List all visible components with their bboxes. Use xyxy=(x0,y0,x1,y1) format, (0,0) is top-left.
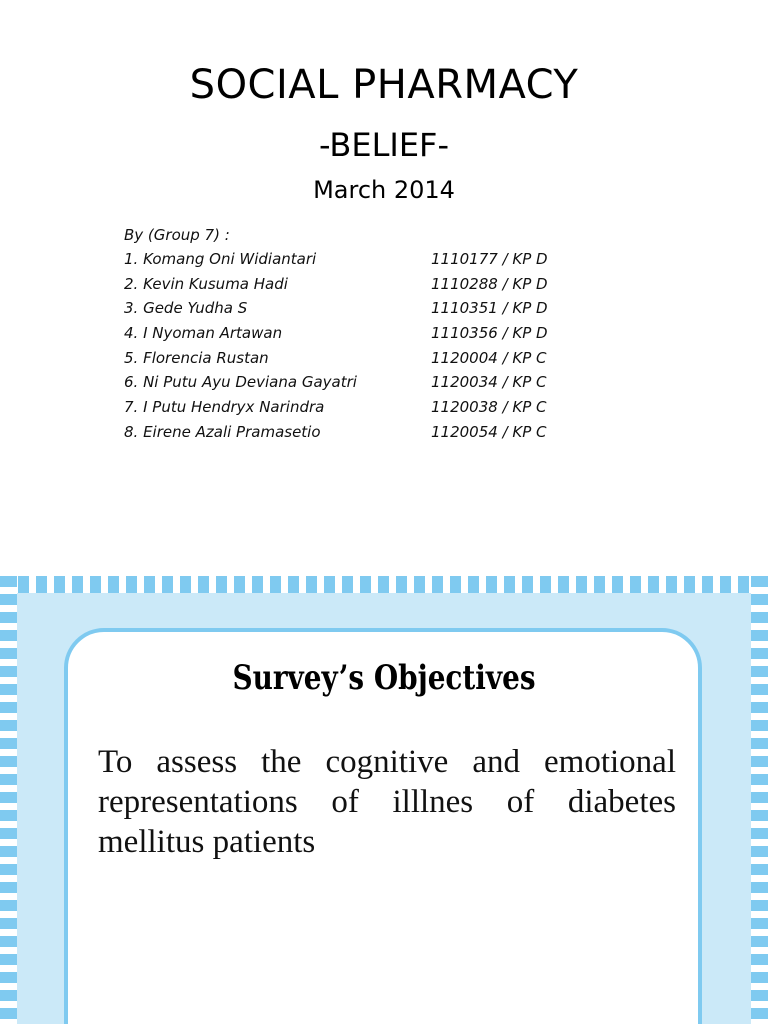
objectives-title: Survey’s Objectives xyxy=(232,658,536,698)
presentation-subtitle: -BELIEF- xyxy=(318,126,449,164)
member-id: 1110356 / KP D xyxy=(431,324,548,343)
member-row xyxy=(124,324,584,349)
member-list xyxy=(124,250,584,448)
member-row xyxy=(124,373,584,398)
member-id: 1110351 / KP D xyxy=(431,299,548,318)
member-name: 7. I Putu Hendryx Narindra xyxy=(124,398,325,417)
group-label: By (Group 7) : xyxy=(124,226,230,244)
member-name: 5. Florencia Rustan xyxy=(124,348,269,367)
member-id: 1110288 / KP D xyxy=(431,274,548,293)
dotted-border-left xyxy=(0,576,17,1024)
member-name: 4. I Nyoman Artawan xyxy=(124,324,283,343)
member-id: 1120004 / KP C xyxy=(431,348,547,367)
presentation-date: March 2014 xyxy=(313,176,455,204)
objectives-text: To assess the cognitive and emotional representations of illlnes of diabetes mellitus patients xyxy=(98,744,676,860)
member-id: 1120038 / KP C xyxy=(431,398,547,417)
dotted-border-top xyxy=(0,576,768,593)
presentation-title: SOCIAL PHARMACY xyxy=(189,62,579,108)
member-id: 1110177 / KP D xyxy=(431,250,548,268)
member-name: 1. Komang Oni Widiantari xyxy=(124,250,317,268)
member-row xyxy=(124,423,584,448)
member-row xyxy=(124,349,584,374)
dotted-border-right xyxy=(751,576,768,1024)
member-name: 6. Ni Putu Ayu Deviana Gayatri xyxy=(124,373,357,392)
member-name: 3. Gede Yudha S xyxy=(124,299,248,318)
slide-objectives xyxy=(0,576,768,1024)
member-row xyxy=(124,398,584,423)
member-name: 2. Kevin Kusuma Hadi xyxy=(124,274,288,293)
member-row xyxy=(124,275,584,300)
member-id: 1120034 / KP C xyxy=(431,373,547,392)
member-name: 8. Eirene Azali Pramasetio xyxy=(124,422,321,441)
member-row xyxy=(124,250,584,275)
member-id: 1120054 / KP C xyxy=(431,422,547,441)
member-row xyxy=(124,299,584,324)
